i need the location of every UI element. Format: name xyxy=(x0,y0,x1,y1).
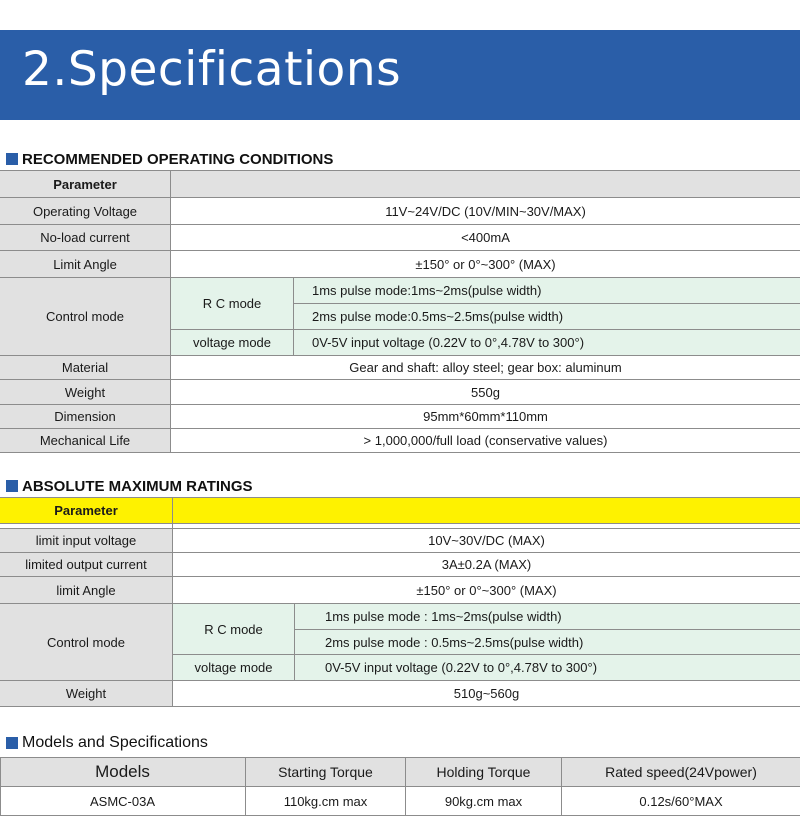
specifications-banner xyxy=(0,30,800,120)
table-header-parameter: Parameter xyxy=(0,498,172,523)
table-divider xyxy=(0,197,800,198)
section-recommended-title xyxy=(6,150,333,168)
cell-holding-torque: 90kg.cm max xyxy=(406,787,561,815)
header-models: Models xyxy=(0,758,245,786)
table-divider xyxy=(0,497,800,498)
rc-mode-line-1: 1ms pulse mode:1ms~2ms(pulse width) xyxy=(294,278,800,303)
param-control-mode: Control mode xyxy=(0,278,170,355)
cell-starting-torque: 110kg.cm max xyxy=(246,787,405,815)
param-limit-angle: limit Angle xyxy=(0,577,172,603)
rc-mode-line-2: 2ms pulse mode : 0.5ms~2.5ms(pulse width) xyxy=(295,630,800,654)
table-divider xyxy=(0,528,800,529)
table-divider xyxy=(294,303,800,304)
cell-rated-speed: 0.12s/60°MAX xyxy=(562,787,800,815)
voltage-mode-line: 0V-5V input voltage (0.22V to 0°,4.78V to 300°) xyxy=(295,655,800,680)
section-models-label: Models and Specifications xyxy=(22,734,208,751)
table-divider xyxy=(405,757,406,816)
table-divider xyxy=(295,629,800,630)
param-weight: Weight xyxy=(0,380,170,404)
rc-mode-label: R C mode xyxy=(173,604,294,654)
header-rated-speed: Rated speed(24Vpower) xyxy=(562,758,800,786)
param-limit-angle: Limit Angle xyxy=(0,251,170,277)
value-limited-output-current: 3A±0.2A (MAX) xyxy=(173,553,800,576)
section-models-title xyxy=(6,734,208,752)
voltage-mode-label: voltage mode xyxy=(171,330,293,355)
param-operating-voltage: Operating Voltage xyxy=(0,198,170,224)
param-control-mode: Control mode xyxy=(0,604,172,680)
voltage-mode-line: 0V-5V input voltage (0.22V to 0°,4.78V to 300°) xyxy=(294,330,800,355)
section-absolute-label: ABSOLUTE MAXIMUM RATINGS xyxy=(22,477,253,495)
value-mechanical-life: > 1,000,000/full load (conservative values) xyxy=(171,429,800,452)
table-divider xyxy=(293,277,294,356)
table-divider xyxy=(172,497,173,707)
param-dimension: Dimension xyxy=(0,405,170,428)
header-holding-torque: Holding Torque xyxy=(406,758,561,786)
table-divider xyxy=(0,224,800,225)
section-recommended-label: RECOMMENDED OPERATING CONDITIONS xyxy=(22,150,334,168)
value-limit-angle: ±150° or 0°~300° (MAX) xyxy=(171,251,800,277)
table-divider xyxy=(0,452,800,453)
table-divider xyxy=(0,757,800,758)
table-divider xyxy=(0,603,800,604)
table-header-blank xyxy=(173,498,800,523)
value-operating-voltage: 11V~24V/DC (10V/MIN~30V/MAX) xyxy=(171,198,800,224)
table-divider xyxy=(0,170,800,171)
table-divider xyxy=(0,680,800,681)
table-divider xyxy=(170,170,171,453)
value-limit-input-voltage: 10V~30V/DC (MAX) xyxy=(173,529,800,552)
value-material: Gear and shaft: alloy steel; gear box: aluminum xyxy=(171,356,800,379)
table-divider xyxy=(245,757,246,816)
table-divider xyxy=(0,523,800,524)
square-bullet-icon xyxy=(6,480,18,492)
value-dimension: 95mm*60mm*110mm xyxy=(171,405,800,428)
table-divider xyxy=(561,757,562,816)
table-divider xyxy=(0,786,800,787)
banner-title: 2.Specifications xyxy=(22,42,402,97)
table-divider xyxy=(0,757,1,816)
table-divider xyxy=(294,603,295,681)
param-limit-input-voltage: limit input voltage xyxy=(0,529,172,552)
value-weight: 550g xyxy=(171,380,800,404)
rc-mode-line-1: 1ms pulse mode : 1ms~2ms(pulse width) xyxy=(295,604,800,629)
param-material: Material xyxy=(0,356,170,379)
table-divider xyxy=(0,706,800,707)
param-weight: Weight xyxy=(0,681,172,706)
param-limited-output-current: limited output current xyxy=(0,553,172,576)
table-divider xyxy=(0,428,800,429)
table-divider xyxy=(173,654,800,655)
table-divider xyxy=(0,250,800,251)
value-limit-angle: ±150° or 0°~300° (MAX) xyxy=(173,577,800,603)
square-bullet-icon xyxy=(6,737,18,749)
table-divider xyxy=(0,552,800,553)
param-no-load-current: No-load current xyxy=(0,225,170,250)
table-header-parameter: Parameter xyxy=(0,171,170,197)
table-divider xyxy=(0,404,800,405)
param-mechanical-life: Mechanical Life xyxy=(0,429,170,452)
value-no-load-current: <400mA xyxy=(171,225,800,250)
voltage-mode-label: voltage mode xyxy=(173,655,294,680)
table-divider xyxy=(0,815,800,816)
rc-mode-label: R C mode xyxy=(171,278,293,329)
table-header-blank xyxy=(171,171,800,197)
value-weight: 510g~560g xyxy=(173,681,800,706)
table-divider xyxy=(0,277,800,278)
rc-mode-line-2: 2ms pulse mode:0.5ms~2.5ms(pulse width) xyxy=(294,304,800,329)
table-divider xyxy=(0,576,800,577)
table-divider xyxy=(0,355,800,356)
square-bullet-icon xyxy=(6,153,18,165)
cell-model: ASMC-03A xyxy=(0,787,245,815)
header-starting-torque: Starting Torque xyxy=(246,758,405,786)
table-divider xyxy=(171,329,800,330)
table-divider xyxy=(0,379,800,380)
section-absolute-title xyxy=(6,477,253,495)
